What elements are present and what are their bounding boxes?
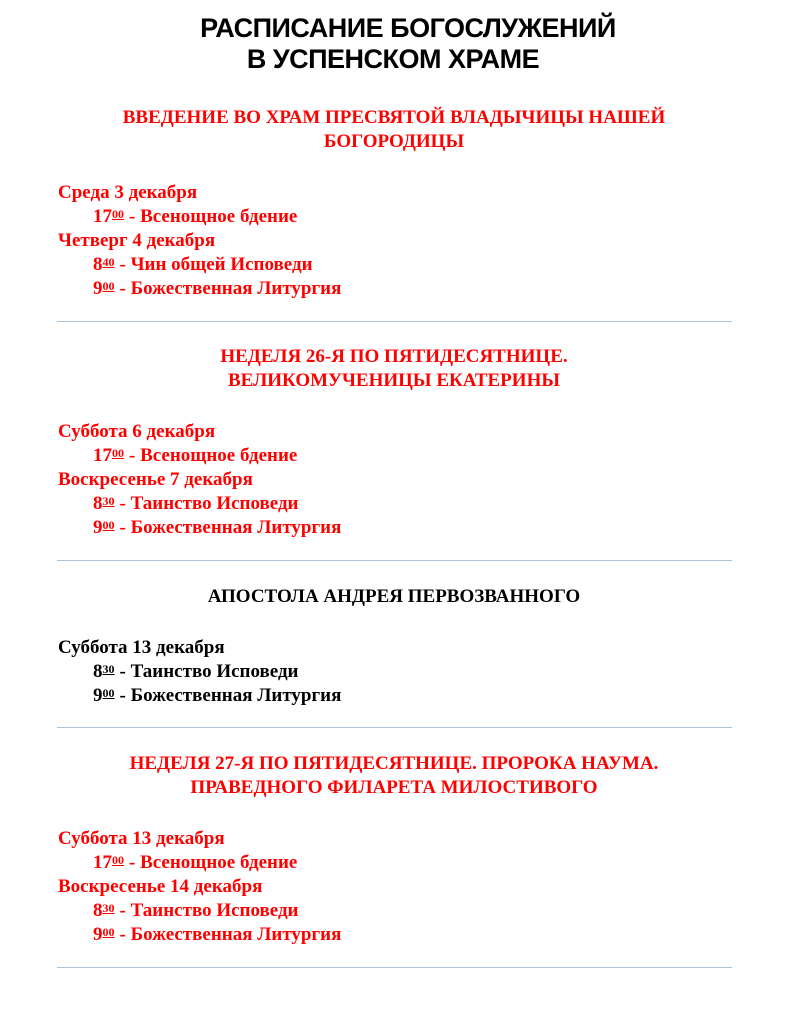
service-name: - Таинство Исповеди [119, 493, 299, 514]
service-minutes: 00 [112, 446, 124, 460]
heading-line: ВВЕДЕНИЕ ВО ХРАМ ПРЕСВЯТОЙ ВЛАДЫЧИЦЫ НАШЕЙ [122, 107, 666, 128]
service-hour: 9 [93, 278, 103, 299]
service-hour: 9 [93, 685, 103, 706]
service-row [0, 277, 788, 301]
service-hour: 8 [93, 900, 103, 921]
day-label: Суббота 13 декабря [58, 828, 225, 849]
service-row [0, 923, 788, 947]
service-name: - Всенощное бдение [129, 206, 298, 227]
service-hour: 8 [93, 661, 103, 682]
service-minutes: 00 [102, 518, 115, 532]
section-heading [0, 345, 788, 393]
service-name: - Божественная Литургия [119, 278, 342, 299]
service-minutes: 00 [102, 686, 115, 700]
service-minutes: 30 [102, 901, 115, 915]
service-row [0, 899, 788, 923]
service-name: - Таинство Исповеди [119, 900, 299, 921]
section-heading [0, 585, 788, 609]
service-row [0, 516, 788, 540]
heading-line: ВЕЛИКОМУЧЕНИЦЫ ЕКАТЕРИНЫ [227, 370, 561, 391]
heading-line: АПОСТОЛА АНДРЕЯ ПЕРВОЗВАННОГО [207, 586, 581, 607]
service-minutes: 00 [112, 853, 124, 867]
service-hour: 17 [93, 206, 112, 227]
service-minutes: 30 [102, 662, 115, 676]
service-row [0, 684, 788, 708]
section-nedelya-27 [0, 752, 788, 947]
service-row [0, 444, 788, 468]
service-minutes: 00 [102, 925, 115, 939]
service-name: - Всенощное бдение [129, 852, 298, 873]
page-title-line-1: РАСПИСАНИЕ БОГОСЛУЖЕНИЙ [200, 13, 616, 43]
section-divider [57, 321, 732, 322]
heading-line: НЕДЕЛЯ 27-Я ПО ПЯТИДЕСЯТНИЦЕ. ПРОРОКА НАУМА. [129, 753, 659, 774]
service-row [0, 205, 788, 229]
service-hour: 9 [93, 517, 103, 538]
service-hour: 17 [93, 852, 112, 873]
service-row [0, 253, 788, 277]
section-divider [57, 967, 732, 968]
service-minutes: 30 [102, 494, 115, 508]
service-row [0, 492, 788, 516]
service-hour: 8 [93, 254, 103, 275]
day-label: Среда 3 декабря [58, 182, 198, 203]
service-name: - Всенощное бдение [129, 445, 298, 466]
section-divider [57, 727, 732, 728]
section-heading [0, 106, 788, 154]
day-label: Суббота 6 декабря [58, 421, 216, 442]
page-title-line-2: В УСПЕНСКОМ ХРАМЕ [246, 44, 540, 74]
day-label: Воскресенье 14 декабря [58, 876, 263, 897]
service-row [0, 851, 788, 875]
service-hour: 9 [93, 924, 103, 945]
service-name: - Божественная Литургия [119, 685, 342, 706]
service-minutes: 00 [102, 279, 115, 293]
day-label: Четверг 4 декабря [58, 230, 216, 251]
service-name: - Чин общей Исповеди [119, 254, 313, 275]
service-hour: 17 [93, 445, 112, 466]
section-andrey [0, 585, 788, 708]
service-minutes: 00 [112, 207, 124, 221]
heading-line: БОГОРОДИЦЫ [323, 131, 465, 152]
day-label: Суббота 13 декабря [58, 637, 225, 658]
day-label: Воскресенье 7 декабря [58, 469, 253, 490]
service-name: - Божественная Литургия [119, 517, 342, 538]
service-name: - Божественная Литургия [119, 924, 342, 945]
heading-line: НЕДЕЛЯ 26-Я ПО ПЯТИДЕСЯТНИЦЕ. [220, 346, 568, 367]
section-divider [57, 560, 732, 561]
heading-line: ПРАВЕДНОГО ФИЛАРЕТА МИЛОСТИВОГО [190, 777, 598, 798]
service-minutes: 40 [102, 255, 115, 269]
section-heading [0, 752, 788, 800]
section-vvedenie [0, 106, 788, 301]
service-row [0, 660, 788, 684]
service-name: - Таинство Исповеди [119, 661, 299, 682]
service-hour: 8 [93, 493, 103, 514]
section-nedelya-26 [0, 345, 788, 540]
